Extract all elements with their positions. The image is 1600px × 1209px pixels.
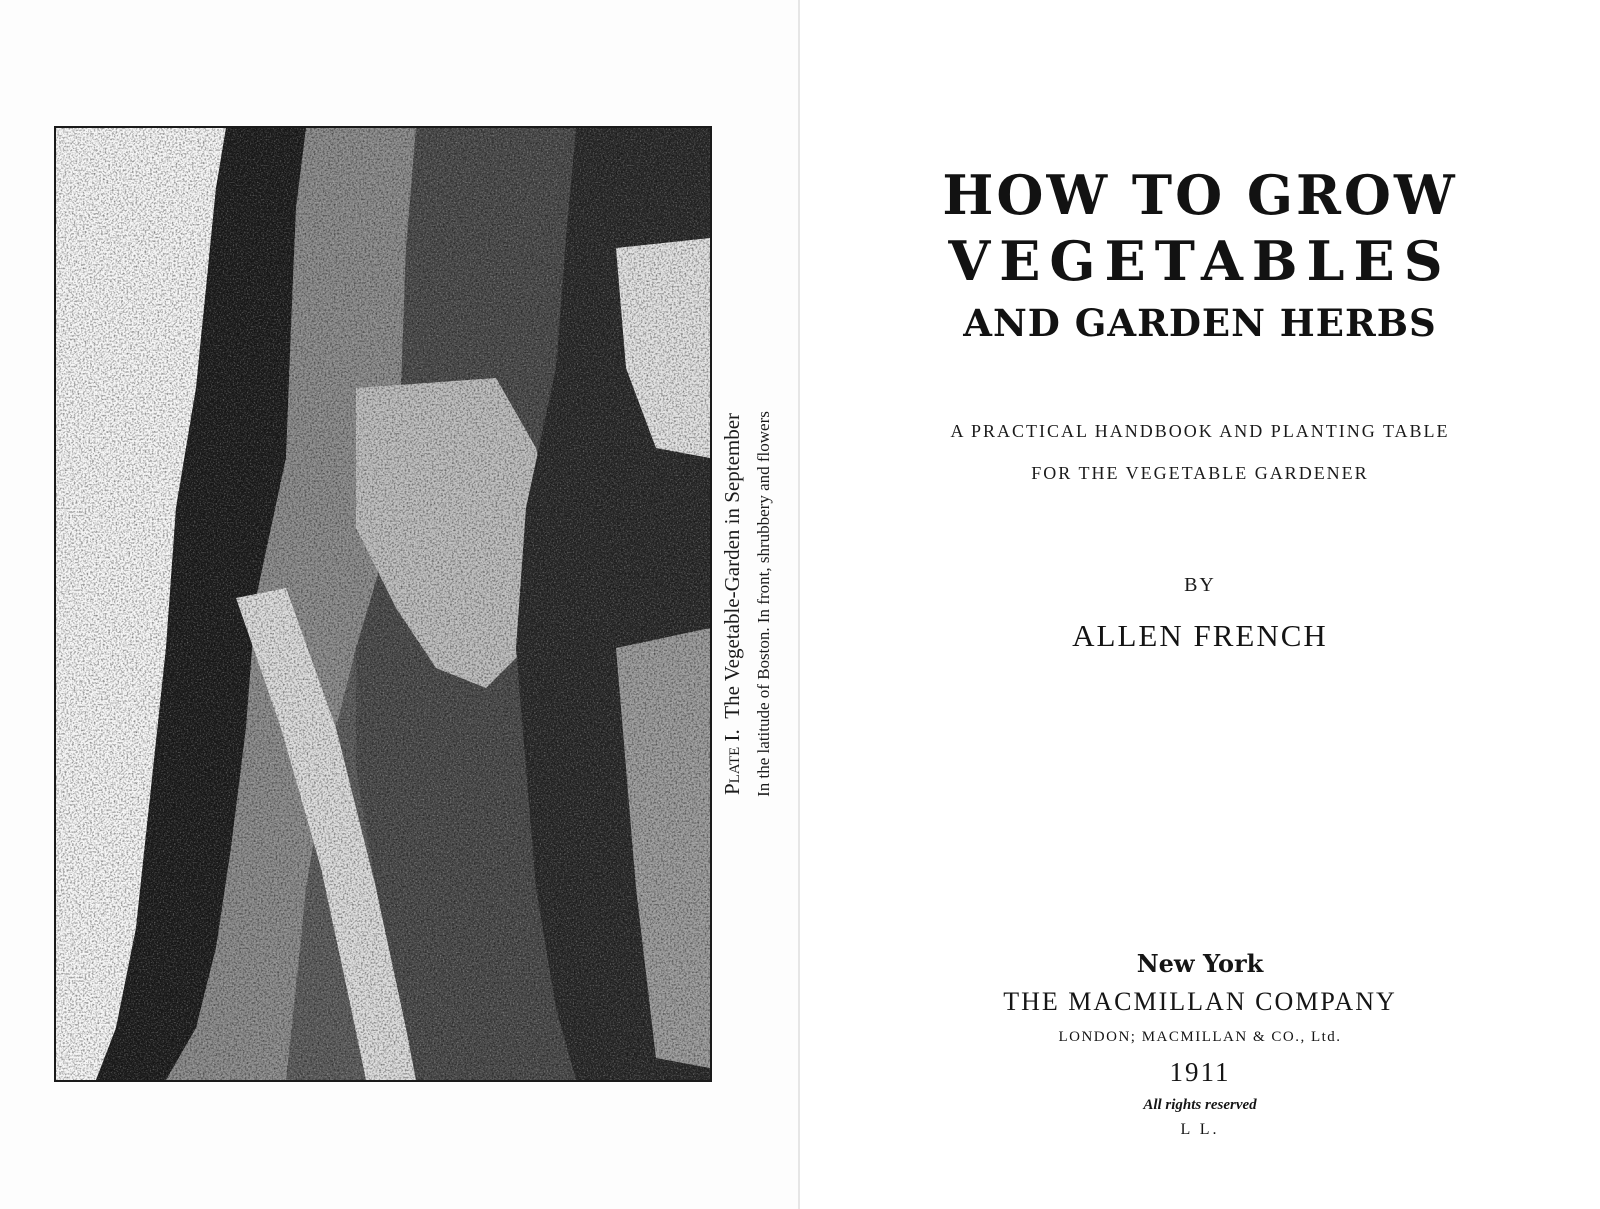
author-name: ALLEN FRENCH	[1072, 618, 1328, 653]
title-line-2: VEGETABLES	[948, 229, 1452, 293]
caption-title: The Vegetable-Garden in September	[720, 412, 744, 719]
by-label: BY	[1184, 574, 1216, 596]
imprint-year: 1911	[1169, 1057, 1231, 1087]
title-page	[800, 0, 1600, 1209]
subtitle-line-2: FOR THE VEGETABLE GARDENER	[1031, 463, 1369, 483]
imprint-publisher: THE MACMILLAN COMPANY	[1003, 987, 1397, 1016]
book-subtitle	[800, 410, 1600, 494]
imprint-code: L L.	[1180, 1121, 1220, 1138]
title-line-1: HOW TO GROW	[942, 163, 1458, 227]
publisher-imprint	[800, 946, 1600, 1142]
garden-photograph-illustration	[56, 128, 710, 1080]
subtitle-line-1: A PRACTICAL HANDBOOK AND PLANTING TABLE	[950, 421, 1450, 441]
imprint-london: LONDON; MACMILLAN & CO., Ltd.	[1058, 1029, 1342, 1045]
caption-note: In the latitude of Boston. In front, shrubbery and flowers	[754, 411, 773, 797]
frontispiece-page	[0, 0, 798, 1209]
caption-plate-number: Plate I.	[720, 729, 744, 796]
imprint-city: New York	[1136, 949, 1264, 978]
book-title	[800, 162, 1600, 352]
frontispiece-photograph	[54, 126, 712, 1082]
imprint-rights: All rights reserved	[1143, 1097, 1257, 1113]
caption-heading	[716, 174, 748, 1034]
title-line-3: AND GARDEN HERBS	[963, 301, 1437, 345]
frontispiece-caption	[716, 174, 780, 1034]
